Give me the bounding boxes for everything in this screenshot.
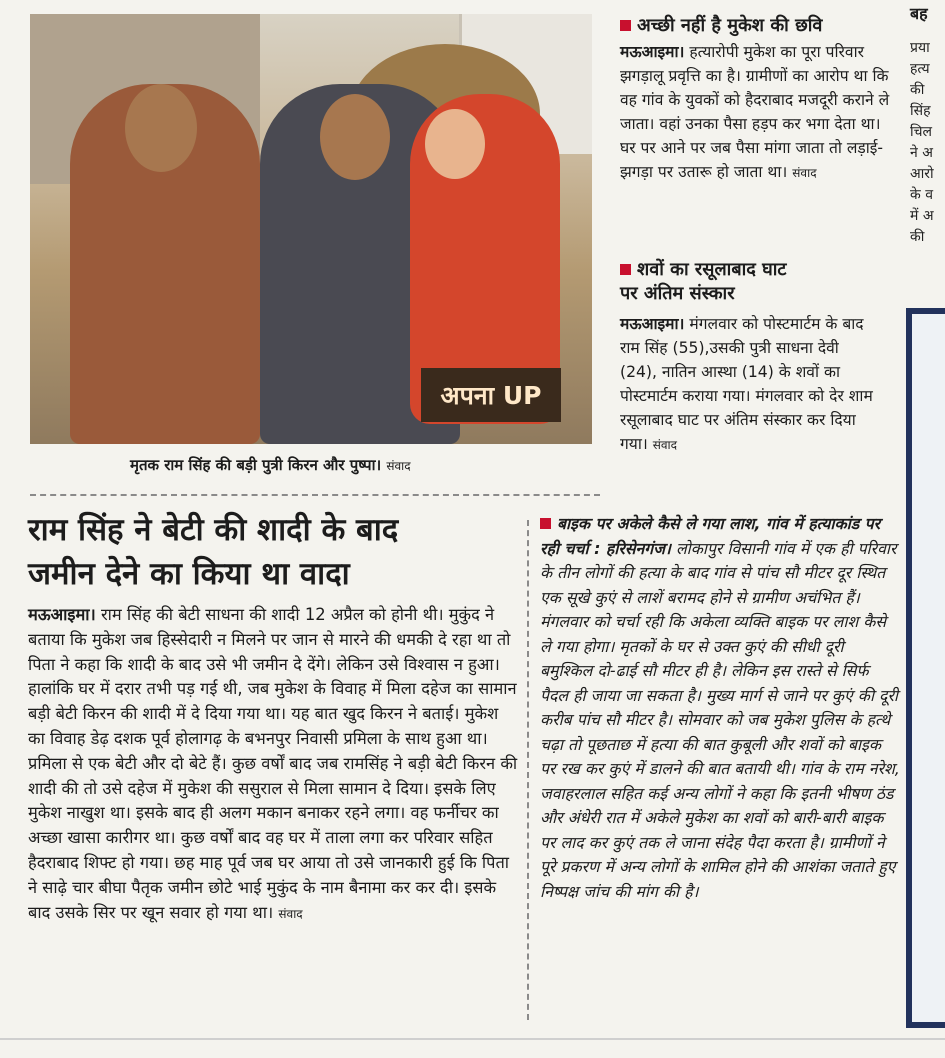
edge-line: चिल	[910, 124, 933, 140]
edge-line: हत्य	[910, 61, 930, 77]
main-headline-line2: जमीन देने का किया था वादा	[28, 556, 350, 592]
divider-vertical-dashed	[527, 520, 529, 1020]
apna-up-badge: अपना UP	[421, 368, 561, 422]
photo-caption-text: मृतक राम सिंह की बड़ी पुत्री किरन और पुष्पा।	[130, 456, 382, 474]
story-bike-discussion	[540, 512, 900, 904]
story-cremation	[620, 258, 900, 457]
edge-line: प्रया	[910, 40, 930, 56]
main-dateline: मऊआइमा।	[28, 605, 96, 624]
main-headline-line1: राम सिंह ने बेटी की शादी के बाद	[28, 512, 399, 548]
edge-line: में अ	[910, 208, 934, 224]
story-mukesh-image	[620, 14, 900, 185]
story1-credit: संवाद	[792, 166, 817, 180]
bottom-rule	[0, 1038, 945, 1040]
story2-body-text: मंगलवार को पोस्टमार्टम के बाद राम सिंह (55),उसकी पुत्री साधना देवी (24), नातिन आस्था (14) के शवों का पोस्टमार्टम कराया गया। मंगलवार को देर शाम रसूलाबाद घाट पर अंतिम संस्कार कर दिया गया।	[620, 315, 873, 453]
main-body-text: राम सिंह की बेटी साधना की शादी 12 अप्रैल को होनी थी। मुकुंद ने बताया कि मुकेश जब हिस्सेदारी न मिलने पर जान से मारने की धमकी दे रहा था तो पिता ने कहा कि शादी के बाद उसे भी जमीन दे देंगे। लेकिन उसे विश्वास न हुआ। हालांकि घर में दरार तभी पड़ गई थी, जब मुकेश के विवाह में मिला दहेज का सामान बड़ी बेटी किरन की शादी में दे दिया गया था। यह बात खुद किरन ने बताई। मुकेश का विवाह डेढ़ दशक पूर्व होलागढ़ के बभनपुर निवासी प्रमिला के साथ हुआ था। प्रमिला से एक बेटी और दो बेटे हैं। कुछ वर्षों बाद जब रामसिंह ने बड़ी बेटी किरन की शादी की तो उसे दहेज में मुकेश की ससुराल से मिला सामान दे दिया। इसके लिए मुकेश नाखुश था। इसके बाद ही अलग मकान बनाकर रहने लगा। वह फर्नीचर का अच्छा खासा कारीगर था। कुछ वर्षों बाद वह घर में ताला लगा कर परिवार सहित हैदराबाद शिफ्ट हो गया। छह माह पूर्व जब घर आया तो उसे जानकारी हुई कि पिता ने साढ़े चार बीघा पैतृक जमीन छोटे भाई मुकुंद के नाम बैनामा कर कर दी। इसके बाद उसके सिर पर खून सवार हो गया था।	[28, 605, 518, 922]
story2-credit: संवाद	[652, 438, 678, 452]
red-square-icon	[620, 264, 631, 275]
story3-headline: बाइक पर अकेले कैसे ले गया लाश, गांव में हत्याकांड पर रही चर्चा : हरिसेनगंज।	[540, 514, 881, 558]
photo-face-child	[425, 109, 485, 179]
story1-headline-text: अच्छी नहीं है मुकेश की छवि	[637, 15, 823, 36]
story2-headline	[620, 258, 900, 306]
edge-line: की	[910, 82, 925, 98]
edge-line: सिंह	[910, 103, 931, 119]
main-headline	[28, 508, 518, 596]
photo-caption	[130, 455, 600, 475]
edge-line: ने अ	[910, 145, 933, 161]
story2-body	[620, 312, 875, 457]
edge-line: आरो	[910, 166, 934, 182]
red-square-icon	[620, 20, 631, 31]
edge-lines	[910, 38, 945, 248]
red-square-icon	[540, 518, 551, 529]
main-credit: संवाद	[278, 906, 303, 921]
adjacent-boxed-frame	[906, 308, 945, 1028]
story1-headline	[620, 14, 900, 38]
divider-dashed	[30, 494, 600, 496]
story2-headline-line1: शवों का रसूलाबाद घाट	[637, 259, 787, 280]
photo-face-middle	[320, 94, 390, 180]
edge-line: के व	[910, 187, 933, 203]
story1-body-text: हत्यारोपी मुकेश का पूरा परिवार झगड़ालू प्रवृत्ति का है। ग्रामीणों का आरोप था कि वह गांव के युवकों को हैदराबाद मजदूरी कराने ले जाता। वहां उनका पैसा हड़प कर भगा देता था। घर पर आने पर जब पैसा मांगा जाता तो लड़ाई-झगड़ा पर उतारू हो जाता था।	[620, 43, 890, 181]
edge-heading: बह	[910, 4, 928, 23]
story3-body-text: लोकापुर विसानी गांव में एक ही परिवार के तीन लोगों की हत्या के बाद गांव से पांच सौ मीटर दूर स्थित एक सूखे कुएं से लाशें बरामद होने से ग्रामीण अचंभित हैं। मंगलवार को चर्चा रही कि अकेला व्यक्ति बाइक पर लाश कैसे ले गया होगा। मृतकों के घर से उक्त कुएं की सीधी दूरी बमुश्किल दो-ढाई सौ मीटर ही है। लेकिन इस रास्ते से सिर्फ पैदल ही जाया जा सकता है। मुख्य मार्ग से जाने पर कुएं की दूरी करीब पांच सौ मीटर है। सोमवार को जब मुकेश पुलिस के हत्थे चढ़ा तो पूछताछ में हत्या की बात कुबूली और शवों को बाइक पर रख कर कुएं में डालने की बात बतायी थी। गांव के राम नरेश, जवाहरलाल सहित कई अन्य लोगों ने कहा कि इतनी भीषण ठंड और अंधेरी रात में अकेले मुकेश का शवों को बारी-बारी बाइक पर लाद कर कुएं तक ले जाना संदेह पैदा करता है। ग्रामीणों ने पूरे प्रकरण में अन्य लोगों के शामिल होने की आशंका जताते हुए निष्पक्ष जांच की मांग की है।	[540, 538, 900, 901]
edge-line: की	[910, 229, 925, 245]
photo-caption-credit: संवाद	[386, 459, 411, 473]
main-article-body	[28, 603, 518, 926]
photo-face-left	[125, 84, 197, 172]
story1-body	[620, 40, 900, 185]
story2-headline-line2: पर अंतिम संस्कार	[620, 283, 735, 304]
story1-dateline: मऊआइमा।	[620, 43, 685, 61]
story2-dateline: मऊआइमा।	[620, 315, 685, 333]
